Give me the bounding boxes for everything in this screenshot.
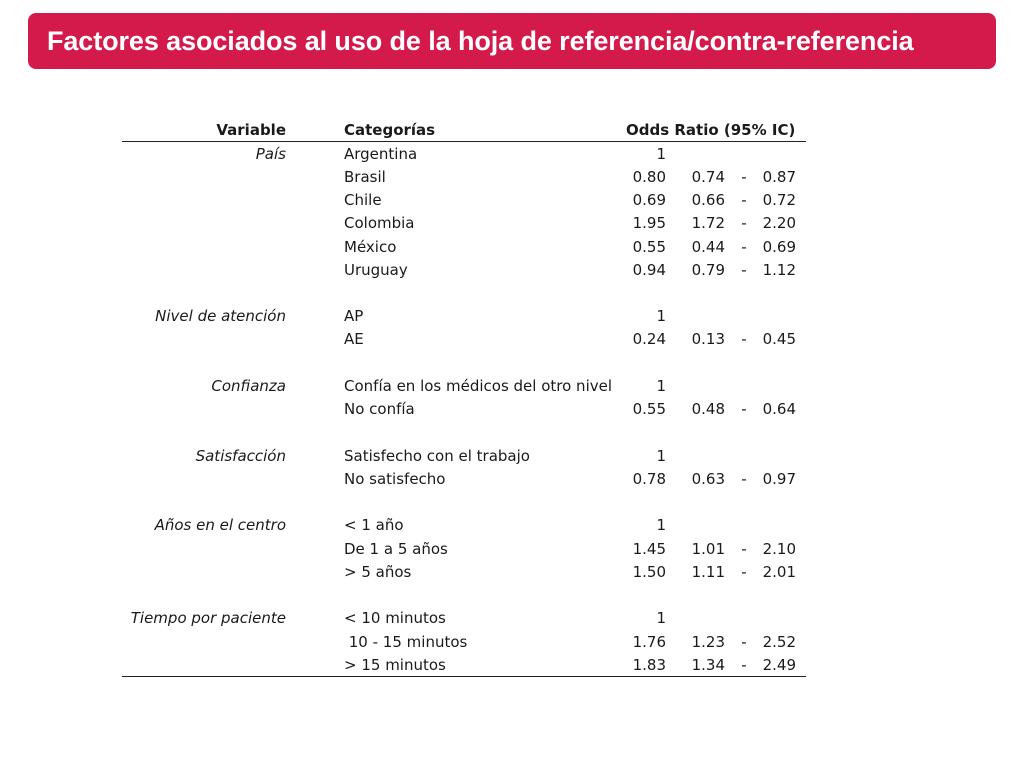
row-odds-ratio: 0.69 <box>632 191 666 209</box>
row-variable: Nivel de atención <box>155 307 286 325</box>
row-ci-upper: 2.01 <box>762 563 796 581</box>
row-ci-lower: 0.44 <box>691 238 725 256</box>
row-ci-upper: 1.12 <box>762 261 796 279</box>
row-odds-ratio: 0.24 <box>632 330 666 348</box>
row-odds-ratio: 1.50 <box>632 563 666 581</box>
row-odds-ratio: 1 <box>656 447 666 465</box>
row-odds-ratio: 0.80 <box>632 168 666 186</box>
row-ci-lower: 1.01 <box>691 540 725 558</box>
row-ci-separator: - <box>741 238 747 256</box>
row-ci-separator: - <box>741 261 747 279</box>
row-ci-upper: 2.49 <box>762 656 796 674</box>
row-category: No satisfecho <box>344 470 446 488</box>
row-category: Satisfecho con el trabajo <box>344 447 530 465</box>
row-ci-lower: 0.66 <box>691 191 725 209</box>
row-category: > 15 minutos <box>344 656 446 674</box>
row-odds-ratio: 1.95 <box>632 214 666 232</box>
row-ci-upper: 0.72 <box>762 191 796 209</box>
row-ci-lower: 0.48 <box>691 400 725 418</box>
row-ci-lower: 1.34 <box>691 656 725 674</box>
row-ci-lower: 1.23 <box>691 633 725 651</box>
row-ci-separator: - <box>741 470 747 488</box>
row-ci-upper: 0.69 <box>762 238 796 256</box>
header-variable: Variable <box>216 121 286 139</box>
row-category: AP <box>344 307 364 325</box>
row-category: Brasil <box>344 168 386 186</box>
row-ci-lower: 1.72 <box>691 214 725 232</box>
row-ci-upper: 0.64 <box>762 400 796 418</box>
row-ci-lower: 0.74 <box>691 168 725 186</box>
row-ci-separator: - <box>741 540 747 558</box>
row-odds-ratio: 1 <box>656 307 666 325</box>
row-category: < 1 año <box>344 516 404 534</box>
row-category: > 5 años <box>344 563 412 581</box>
row-odds-ratio: 0.55 <box>632 238 666 256</box>
row-category: 10 - 15 minutos <box>344 633 468 651</box>
row-odds-ratio: 1.76 <box>632 633 666 651</box>
row-variable: Satisfacción <box>195 447 286 465</box>
row-odds-ratio: 1 <box>656 145 666 163</box>
row-odds-ratio: 1 <box>656 377 666 395</box>
header-odds-ratio: Odds Ratio (95% IC) <box>626 121 796 139</box>
row-category: < 10 minutos <box>344 609 446 627</box>
row-ci-separator: - <box>741 168 747 186</box>
row-odds-ratio: 0.94 <box>632 261 666 279</box>
row-odds-ratio: 1.45 <box>632 540 666 558</box>
row-category: AE <box>344 330 364 348</box>
row-ci-separator: - <box>741 330 747 348</box>
row-ci-separator: - <box>741 214 747 232</box>
row-ci-separator: - <box>741 400 747 418</box>
row-variable: País <box>255 145 286 163</box>
row-category: Colombia <box>344 214 415 232</box>
row-variable: Confianza <box>211 377 286 395</box>
row-category: Confía en los médicos del otro nivel <box>344 377 613 395</box>
row-odds-ratio: 1 <box>656 516 666 534</box>
slide-title: Factores asociados al uso de la hoja de referencia/contra-referencia <box>47 25 914 56</box>
row-ci-upper: 0.97 <box>762 470 796 488</box>
row-odds-ratio: 1.83 <box>632 656 666 674</box>
row-ci-separator: - <box>741 656 747 674</box>
row-ci-separator: - <box>741 191 747 209</box>
row-variable: Tiempo por paciente <box>130 609 286 627</box>
row-ci-lower: 0.79 <box>691 261 725 279</box>
row-ci-upper: 2.20 <box>762 214 796 232</box>
header-categories: Categorías <box>344 121 436 139</box>
row-odds-ratio: 0.55 <box>632 400 666 418</box>
row-category: Uruguay <box>344 261 408 279</box>
row-category: México <box>344 238 397 256</box>
row-ci-separator: - <box>741 563 747 581</box>
row-category: No confía <box>344 400 415 418</box>
row-ci-lower: 1.11 <box>691 563 725 581</box>
row-ci-lower: 0.63 <box>691 470 725 488</box>
row-ci-separator: - <box>741 633 747 651</box>
header-rule <box>122 141 806 142</box>
row-odds-ratio: 0.78 <box>632 470 666 488</box>
row-category: Argentina <box>344 145 418 163</box>
row-ci-upper: 0.87 <box>762 168 796 186</box>
row-category: De 1 a 5 años <box>344 540 448 558</box>
row-odds-ratio: 1 <box>656 609 666 627</box>
row-ci-upper: 2.52 <box>762 633 796 651</box>
bottom-rule <box>122 676 806 677</box>
row-ci-lower: 0.13 <box>691 330 725 348</box>
row-ci-upper: 0.45 <box>762 330 796 348</box>
row-variable: Años en el centro <box>154 516 286 534</box>
row-ci-upper: 2.10 <box>762 540 796 558</box>
row-category: Chile <box>344 191 382 209</box>
